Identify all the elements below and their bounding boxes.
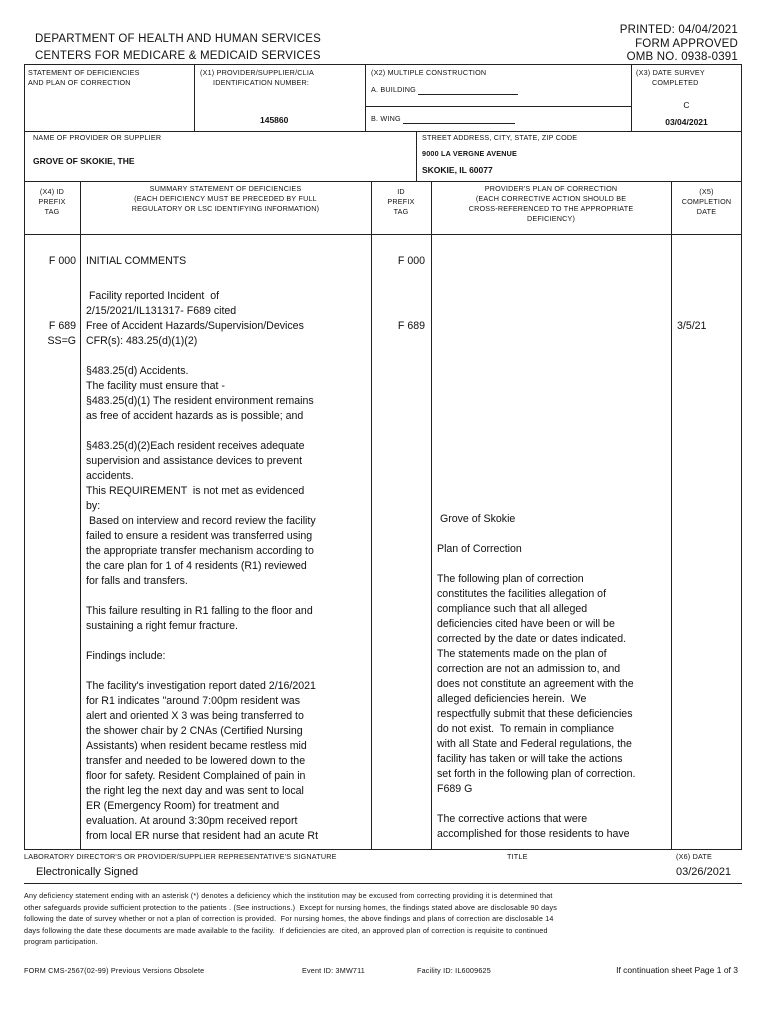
- address-label: STREET ADDRESS, CITY, STATE, ZIP CODE: [422, 133, 578, 142]
- plan-paragraph: Grove of Skokie: [437, 513, 516, 525]
- address-street: 9000 LA VERGNE AVENUE: [422, 149, 517, 158]
- x3-label-2: COMPLETED: [652, 78, 699, 87]
- date-label: (X6) DATE: [676, 852, 713, 861]
- signature-label: LABORATORY DIRECTOR'S OR PROVIDER/SUPPLIER REPRESENTATIVE'S SIGNATURE: [24, 852, 337, 861]
- initial-comments-heading: INITIAL COMMENTS: [86, 255, 187, 267]
- x1-label: (X1) PROVIDER/SUPPLIER/CLIA: [200, 68, 315, 77]
- x2-label: (X2) MULTIPLE CONSTRUCTION: [371, 68, 487, 77]
- omb-number: OMB NO. 0938-0391: [626, 51, 738, 63]
- department-title: DEPARTMENT OF HEALTH AND HUMAN SERVICES: [35, 33, 321, 45]
- plan-header: PROVIDER'S PLAN OF CORRECTION (EACH CORRECTIVE ACTION SHOULD BE CROSS-REFERENCED TO THE APPROPRIATE DEFICIENCY): [468, 184, 634, 223]
- printed-date: PRINTED: 04/04/2021: [619, 24, 738, 36]
- building-field: A. BUILDING: [371, 85, 518, 95]
- summary-paragraph: §483.25(d)(2)Each resident receives adequate supervision and assistance devices to prevent accidents. This REQUIREMENT is not met as evidenced by: Based on interview and record review the facility failed to ensure a resident was transferred using the appropriate transfer mechanism according to the care plan for 1 of 4 residents (R1) reviewed for falls and transfers.: [86, 440, 316, 587]
- signature-date: 03/26/2021: [676, 866, 732, 878]
- completion-date: 3/5/21: [677, 320, 707, 332]
- survey-date: 03/04/2021: [665, 117, 708, 127]
- x5-header: (X5) COMPLETION DATE: [681, 187, 732, 216]
- provider-id-number: 145860: [260, 115, 289, 125]
- id-header: ID PREFIX TAG: [387, 187, 415, 216]
- form-number: FORM CMS-2567(02-99) Previous Versions Obsolete: [24, 966, 205, 975]
- event-id: Event ID: 3MW711: [302, 966, 365, 975]
- summary-paragraph: §483.25(d) Accidents. The facility must ensure that - §483.25(d)(1) The resident environment remains as free of accident hazards as is possible; and: [86, 365, 314, 422]
- survey-code: C: [683, 100, 690, 110]
- summary-header: SUMMARY STATEMENT OF DEFICIENCIES (EACH DEFICIENCY MUST BE PRECEDED BY FULL REGULATORY OR LSC IDENTIFYING INFORMATION): [131, 184, 320, 213]
- tag-f000: F 000: [48, 255, 76, 267]
- provider-label: NAME OF PROVIDER OR SUPPLIER: [33, 133, 162, 142]
- statement-label: STATEMENT OF DEFICIENCIES AND PLAN OF CORRECTION: [28, 68, 140, 87]
- agency-title: CENTERS FOR MEDICARE & MEDICAID SERVICES: [35, 50, 321, 62]
- facility-id: Facility ID: IL6009625: [417, 966, 491, 975]
- disclaimer-text: Any deficiency statement ending with an asterisk (*) denotes a deficiency which the institution may be excused from correcting providing it is determined that other safeguards provide sufficient protection to the patients . (See instructions.) Except for nursing homes, the findings stated above are disclosable 90 days following the date of survey whether or not a plan of correction is provided. For nursing homes, the above findings and plans of correction are disclosable 14 days following the date these documents are made available to the facility. If deficiencies are cited, an approved plan of correction is requisite to continued program participation.: [24, 891, 558, 946]
- page-indicator: If continuation sheet Page 1 of 3: [616, 965, 738, 975]
- address-city: SKOKIE, IL 60077: [422, 165, 493, 175]
- summary-text: [86, 289, 368, 859]
- plan-paragraph: The following plan of correction constitutes the facilities allegation of compliance such that all alleged deficiencies cited have been or will be corrected by the date or dates indicated. The statements made on the plan of correction are not an admission to, and does not constitute an agreement with the alleged deficiencies herein. We respectfully submit that these deficiencies do not exist. To remain in compliance with all State and Federal regulations, the facility has taken or will take the actions set forth in the following plan of correction. F689 G: [437, 573, 636, 795]
- summary-paragraph: Findings include:: [86, 650, 166, 662]
- id-f000: F 000: [397, 255, 425, 267]
- tag-f689: F 689: [48, 320, 76, 332]
- plan-text: [437, 512, 669, 857]
- summary-paragraph: Facility reported Incident of 2/15/2021/IL131317- F689 cited Free of Accident Hazards/Supervision/Devices CFR(s): 483.25(d)(1)(2): [86, 290, 304, 347]
- signature-value: Electronically Signed: [36, 866, 139, 878]
- x3-label: (X3) DATE SURVEY: [636, 68, 705, 77]
- form-approved: FORM APPROVED: [635, 38, 738, 50]
- title-label: TITLE: [507, 852, 528, 861]
- wing-field: B. WING: [371, 114, 515, 124]
- provider-name: GROVE OF SKOKIE, THE: [33, 156, 135, 166]
- x1-label-2: IDENTIFICATION NUMBER:: [213, 78, 310, 87]
- scope-severity: SS=G: [47, 335, 76, 347]
- plan-paragraph: Plan of Correction: [437, 543, 522, 555]
- plan-paragraph: The corrective actions that were accomplished for those residents to have: [437, 813, 630, 840]
- summary-paragraph: The facility's investigation report dated 2/16/2021 for R1 indicates "around 7:00pm resident was alert and oriented X 3 was being transferred to the shower chair by 2 CNAs (Certified Nursing Assistants) when resident became restless mid transfer and needed to be lowered down to the floor for safety. Resident Complained of pain in the right leg the next day and was sent to local ER (Emergency Room) for treatment and evaluation. At around 3:30pm received report from local ER nurse that resident had an acute Rt: [86, 680, 319, 842]
- id-f689: F 689: [397, 320, 425, 332]
- summary-paragraph: This failure resulting in R1 falling to the floor and sustaining a right femur fracture.: [86, 605, 313, 632]
- x4-header: (X4) ID PREFIX TAG: [38, 187, 66, 216]
